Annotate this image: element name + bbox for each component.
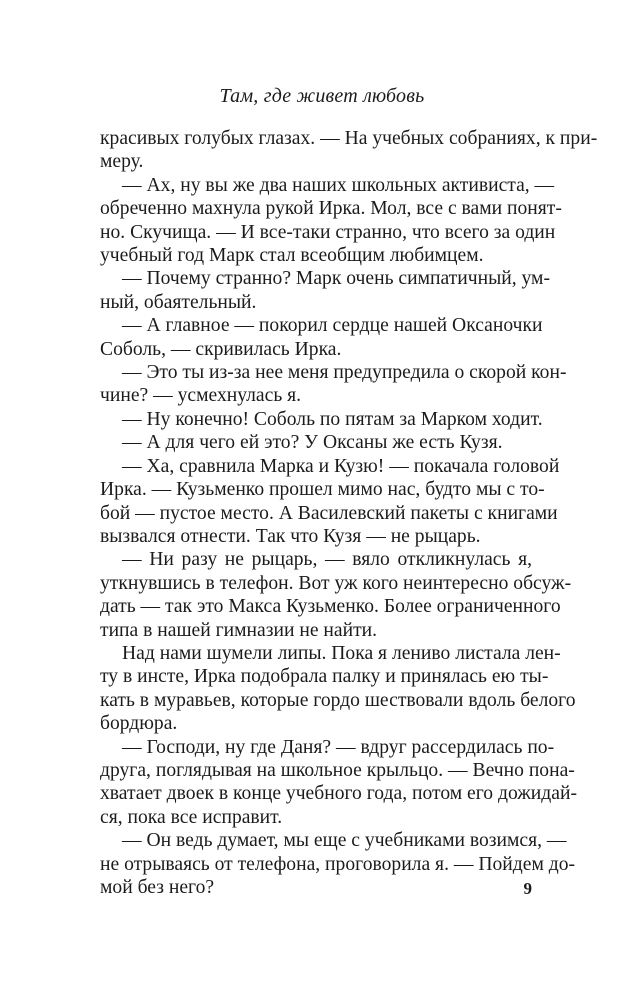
text-line: — Ни разу не рыцарь, — вяло откликнулась я, <box>122 549 532 571</box>
text-line: Ирка. — Кузьменко прошел мимо нас, будто мы с то- <box>100 479 545 501</box>
text-line: друга, поглядывая на школьное крыльцо. — Вечно пона- <box>100 759 575 781</box>
text-line: хватает двоек в конце учебного года, потом его дожидай- <box>100 783 577 805</box>
paragraph <box>100 267 550 314</box>
text-line: бой — пустое место. А Василевский пакеты с книгами <box>100 502 558 524</box>
paragraph <box>100 174 562 268</box>
text-line: чине? — усмехнулась я. <box>100 385 302 407</box>
paragraph <box>100 431 532 454</box>
text-line: мой без него? <box>100 877 215 898</box>
text-line: ту в инсте, Ирка подобрала палку и принялась ею ты- <box>100 666 549 688</box>
paragraph <box>100 548 572 642</box>
text-line: дать — так это Макса Кузьменко. Более ограниченного <box>100 596 561 618</box>
text-line: ся, пока все исправит. <box>100 806 283 828</box>
text-line: — Почему странно? Марк очень симпатичный, ум- <box>122 268 550 290</box>
text-line: — Это ты из-за нее меня предупредила о скорой кон- <box>122 362 567 384</box>
text-line: учебный год Марк стал всеобщим любимцем. <box>100 245 484 267</box>
text-line: кать в муравьев, которые гордо шествовали вдоль белого <box>100 689 576 711</box>
running-header: Там, где живет любовь <box>219 85 425 107</box>
text-body <box>100 127 598 899</box>
paragraph <box>100 314 543 361</box>
text-line: — Он ведь думает, мы еще с учебниками возимся, — <box>122 830 567 852</box>
paragraph <box>100 736 577 830</box>
paragraph <box>100 829 576 899</box>
text-line: — Господи, ну где Даня? — вдруг рассердилась по- <box>122 736 555 758</box>
text-line: красивых голубых глазах. — На учебных собраниях, к при- <box>100 128 598 149</box>
text-line: Соболь, — скривилась Ирка. <box>100 338 342 360</box>
text-line: но. Скучища. — И все-таки странно, что всего за один <box>100 221 556 243</box>
text-line: — Ну конечно! Соболь по пятам за Марком ходит. <box>122 408 543 430</box>
page-number: 9 <box>523 879 532 898</box>
text-line: — А главное — покорил сердце нашей Оксаночки <box>122 315 543 337</box>
paragraph <box>100 642 576 736</box>
text-line: — Ха, сравнила Марка и Кузю! — покачала головой <box>122 455 560 477</box>
text-line: не отрываясь от телефона, проговорила я. — Пойдем до- <box>100 853 576 875</box>
paragraph <box>100 408 543 431</box>
text-line: обреченно махнула рукой Ирка. Мол, все с вами понят- <box>100 198 562 220</box>
paragraph <box>100 455 560 549</box>
paragraph <box>100 127 598 174</box>
text-line: меру. <box>100 151 144 173</box>
text-line: вызвался отнести. Так что Кузя — не рыцарь. <box>100 525 481 547</box>
text-line: — А для чего ей это? У Оксаны же есть Кузя. <box>122 432 503 454</box>
text-line: ный, обаятельный. <box>100 291 257 313</box>
text-line: типа в нашей гимназии не найти. <box>100 619 378 641</box>
text-line: — Ах, ну вы же два наших школьных активиста, — <box>122 174 555 196</box>
text-line: Над нами шумели липы. Пока я лениво листала лен- <box>122 642 561 664</box>
text-line: бордюра. <box>100 713 178 735</box>
paragraph <box>100 361 567 408</box>
text-line: уткнувшись в телефон. Вот уж кого неинтересно обсуж- <box>100 572 572 594</box>
